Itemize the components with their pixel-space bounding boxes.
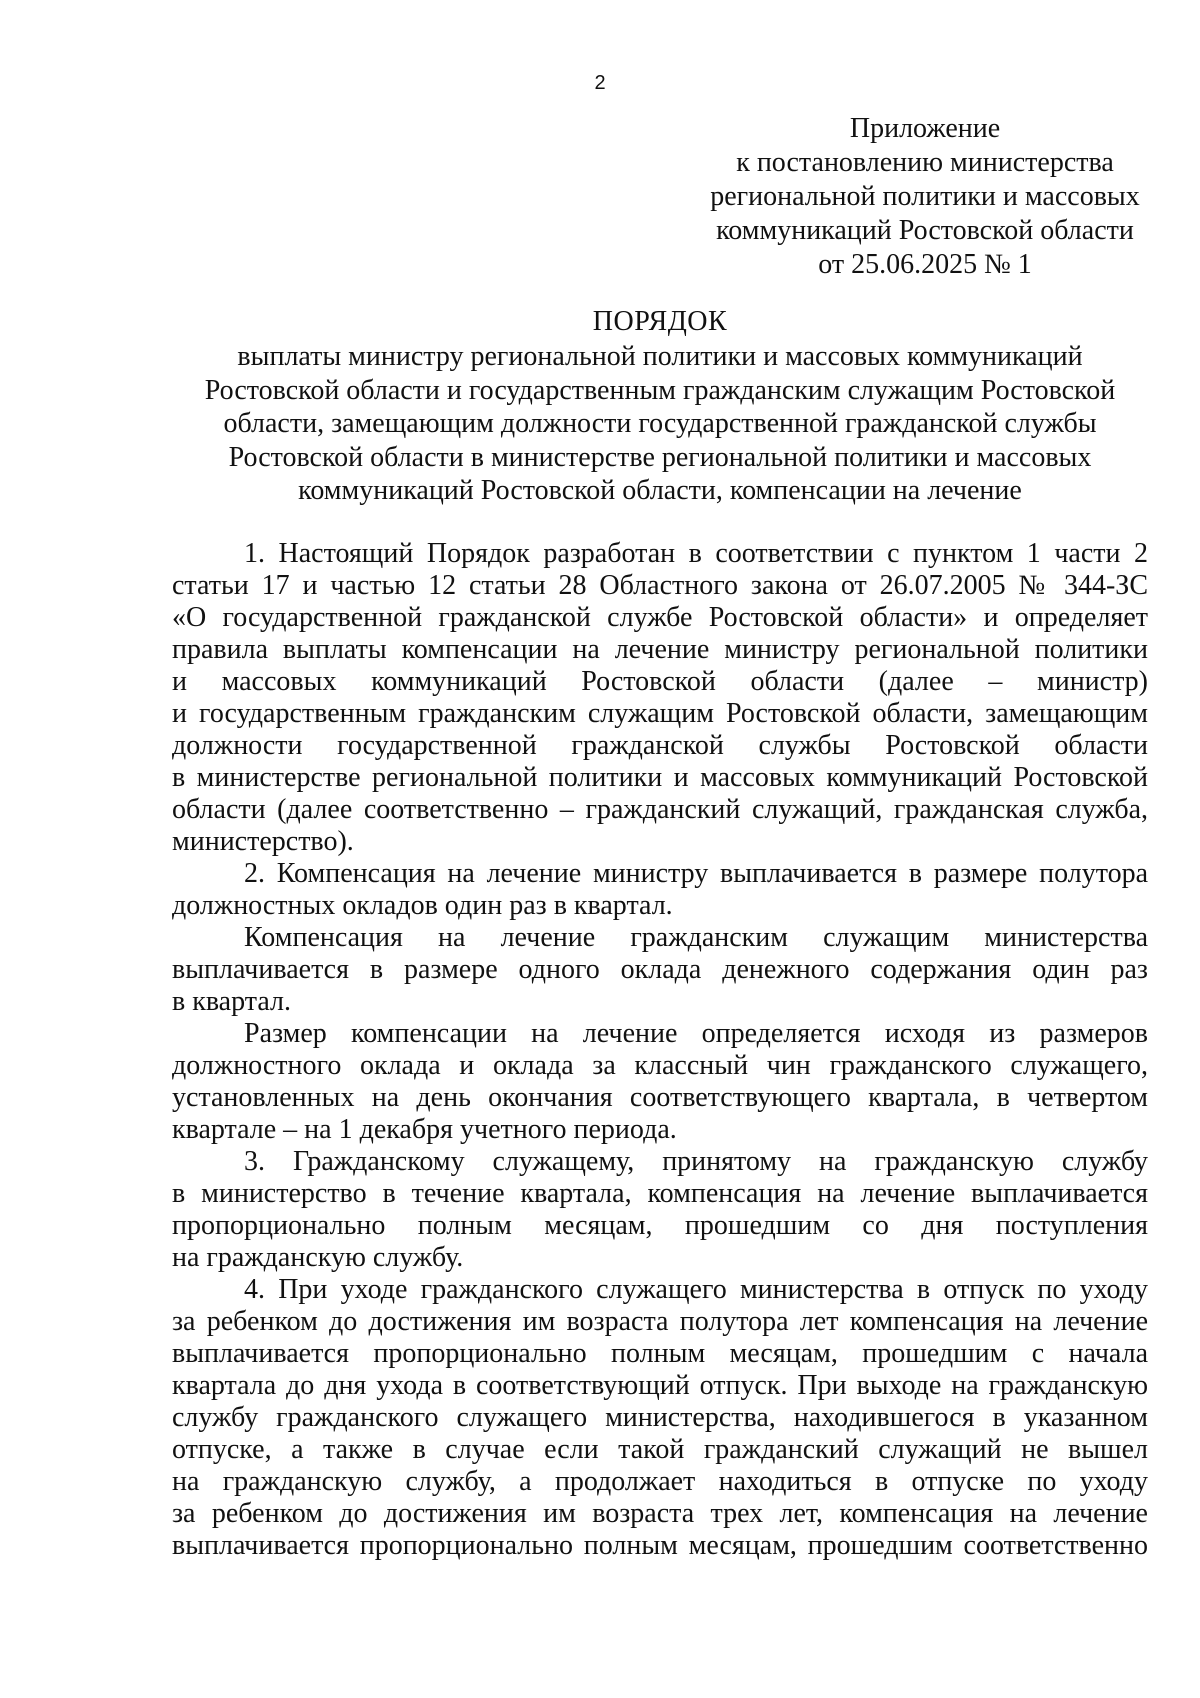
appendix-line: региональной политики и массовых [710,181,1140,212]
body-line: установленных на день окончания соответствующего квартала, в четвертом [172,1082,1148,1113]
body-line: «О государственной гражданской службе Ростовской области» и определяет [172,602,1148,633]
body-line: на гражданскую службу. [172,1242,464,1273]
body-line: выплачивается в размере одного оклада денежного содержания один раз [172,954,1148,985]
body-line: министерство). [172,826,354,857]
body-line: за ребенком до достижения им возраста полутора лет компенсация на лечение [172,1306,1148,1337]
subtitle-line: коммуникаций Ростовской области, компенсации на лечение [298,475,1022,506]
body-line: и массовых коммуникаций Ростовской области (далее – министр) [172,666,1148,697]
body-line: на гражданскую службу, а продолжает находиться в отпуске по уходу [172,1466,1148,1497]
appendix-line: от 25.06.2025 № 1 [818,249,1032,280]
body-line: в министерстве региональной политики и массовых коммуникаций Ростовской [172,762,1148,793]
appendix-header [690,112,1160,282]
appendix-line: Приложение [849,113,1001,144]
body-line: и государственным гражданским служащим Ростовской области, замещающим [172,698,1148,729]
document-title: ПОРЯДОК [592,306,728,337]
subtitle-line: Ростовской области в министерстве региональной политики и массовых [228,441,1092,473]
body-line: должностных окладов один раз в квартал. [172,890,673,921]
subtitle-line: области, замещающим должности государственной гражданской службы [223,408,1097,439]
appendix-line: коммуникаций Ростовской области [716,215,1134,246]
body-line: квартале – на 1 декабря учетного периода. [172,1114,677,1145]
body-line: 4. При уходе гражданского служащего министерства в отпуск по уходу [244,1274,1148,1305]
body-line: должностного оклада и оклада за классный чин гражданского служащего, [172,1050,1148,1081]
body-line: выплачивается пропорционально полным месяцам, прошедшим с начала [172,1338,1148,1369]
body-line: статьи 17 и частью 12 статьи 28 Областного закона от 26.07.2005 № 344-ЗС [172,570,1148,601]
subtitle-line: Ростовской области и государственным гражданским служащим Ростовской [204,374,1116,406]
body-line: 2. Компенсация на лечение министру выплачивается в размере полутора [244,858,1148,889]
body-line: службу гражданского служащего министерства, находившегося в указанном [172,1402,1148,1433]
body-line: области (далее соответственно – гражданский служащий, гражданская служба, [172,794,1148,825]
document-subtitle [160,340,1160,508]
body-line: квартала до дня ухода в соответствующий отпуск. При выходе на гражданскую [172,1370,1148,1401]
page-number: 2 [594,72,606,94]
body-line: Компенсация на лечение гражданским служащим министерства [244,922,1148,953]
appendix-line: к постановлению министерства [736,147,1114,178]
body-line: за ребенком до достижения им возраста трех лет, компенсация на лечение [172,1498,1148,1529]
subtitle-line: выплаты министру региональной политики и массовых коммуникаций [237,341,1083,372]
body-line: Размер компенсации на лечение определяется исходя из размеров [244,1018,1148,1049]
body-line: должности государственной гражданской службы Ростовской области [172,730,1148,761]
body-line: 3. Гражданскому служащему, принятому на гражданскую службу [244,1146,1148,1177]
body-line: отпуске, а также в случае если такой гражданский служащий не вышел [172,1434,1148,1465]
title-block [160,305,1160,508]
body-line: 1. Настоящий Порядок разработан в соответствии с пунктом 1 части 2 [244,538,1148,569]
body-line: выплачивается пропорционально полным месяцам, прошедшим соответственно [172,1530,1148,1561]
document-body [172,538,1148,1562]
body-line: в квартал. [172,986,291,1017]
body-line: правила выплаты компенсации на лечение министру региональной политики [172,634,1148,665]
body-line: в министерство в течение квартала, компенсация на лечение выплачивается [172,1178,1148,1209]
body-line: пропорционально полным месяцам, прошедшим со дня поступления [172,1210,1148,1241]
